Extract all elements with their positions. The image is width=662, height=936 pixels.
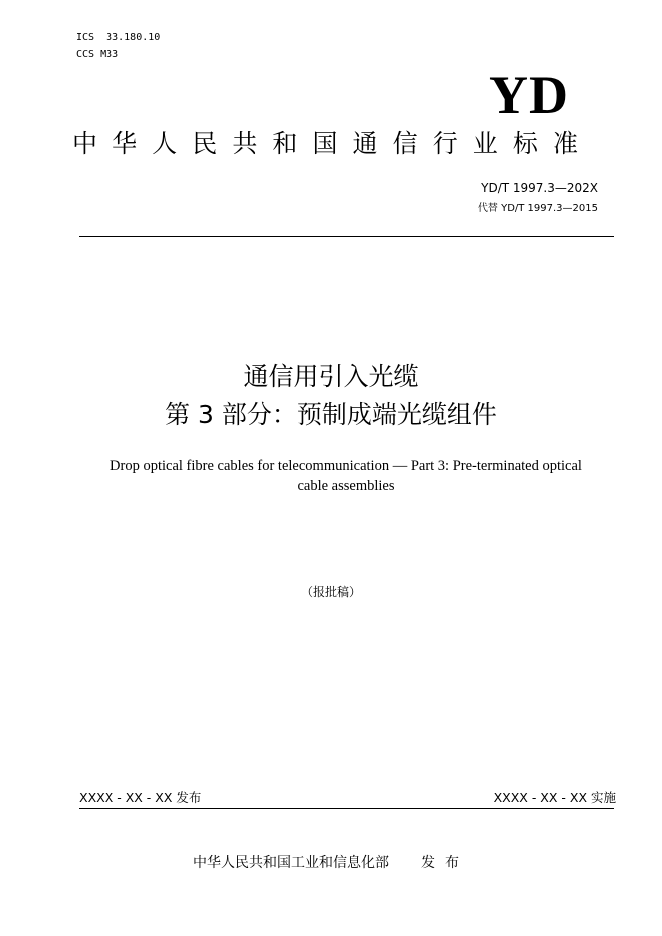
standard-name-char: 民 — [192, 129, 218, 158]
standard-name-char: 人 — [152, 129, 178, 158]
footer-divider — [79, 808, 614, 809]
document-title-cn: 通信用引入光缆 — [243, 362, 419, 391]
standard-name-char: 中 — [72, 129, 98, 158]
standard-name-char: 标 — [512, 129, 538, 158]
standard-number: YD/T 1997.3—202X — [481, 181, 598, 195]
title-en-line: cable assemblies — [297, 478, 395, 494]
standard-name-char: 华 — [112, 129, 138, 158]
publisher-org: 中华人民共和国工业和信息化部 — [193, 855, 389, 871]
ics-code: ICS 33.180.10 — [76, 32, 161, 43]
replaces-standard: 代替 YD/T 1997.3—2015 — [477, 203, 598, 214]
publisher-action: 发布 — [421, 855, 469, 871]
standard-name-char: 国 — [312, 129, 338, 158]
implementation-date: XXXX - XX - XX 实施 — [493, 790, 616, 805]
standard-category-title — [72, 127, 578, 161]
standard-name-char: 信 — [392, 129, 418, 158]
standard-name-char: 和 — [272, 129, 298, 158]
header-divider — [79, 236, 614, 237]
yd-logo: YD — [489, 65, 569, 125]
document-subtitle-cn: 第 3 部分：预制成端光缆组件 — [165, 400, 497, 429]
document-title-en — [70, 456, 622, 496]
issue-date: XXXX - XX - XX 发布 — [79, 790, 202, 805]
publisher-line — [0, 853, 662, 873]
standard-name-char: 通 — [352, 129, 378, 158]
draft-status: （报批稿） — [300, 585, 361, 599]
standard-name-char: 业 — [472, 129, 498, 158]
ccs-code: CCS M33 — [76, 49, 119, 60]
standard-name-char: 行 — [432, 129, 458, 158]
standard-name-char: 准 — [552, 129, 578, 158]
standard-name-char: 共 — [232, 129, 258, 158]
title-en-line: Drop optical fibre cables for telecommunication — Part 3: Pre-terminated optical — [110, 458, 582, 474]
